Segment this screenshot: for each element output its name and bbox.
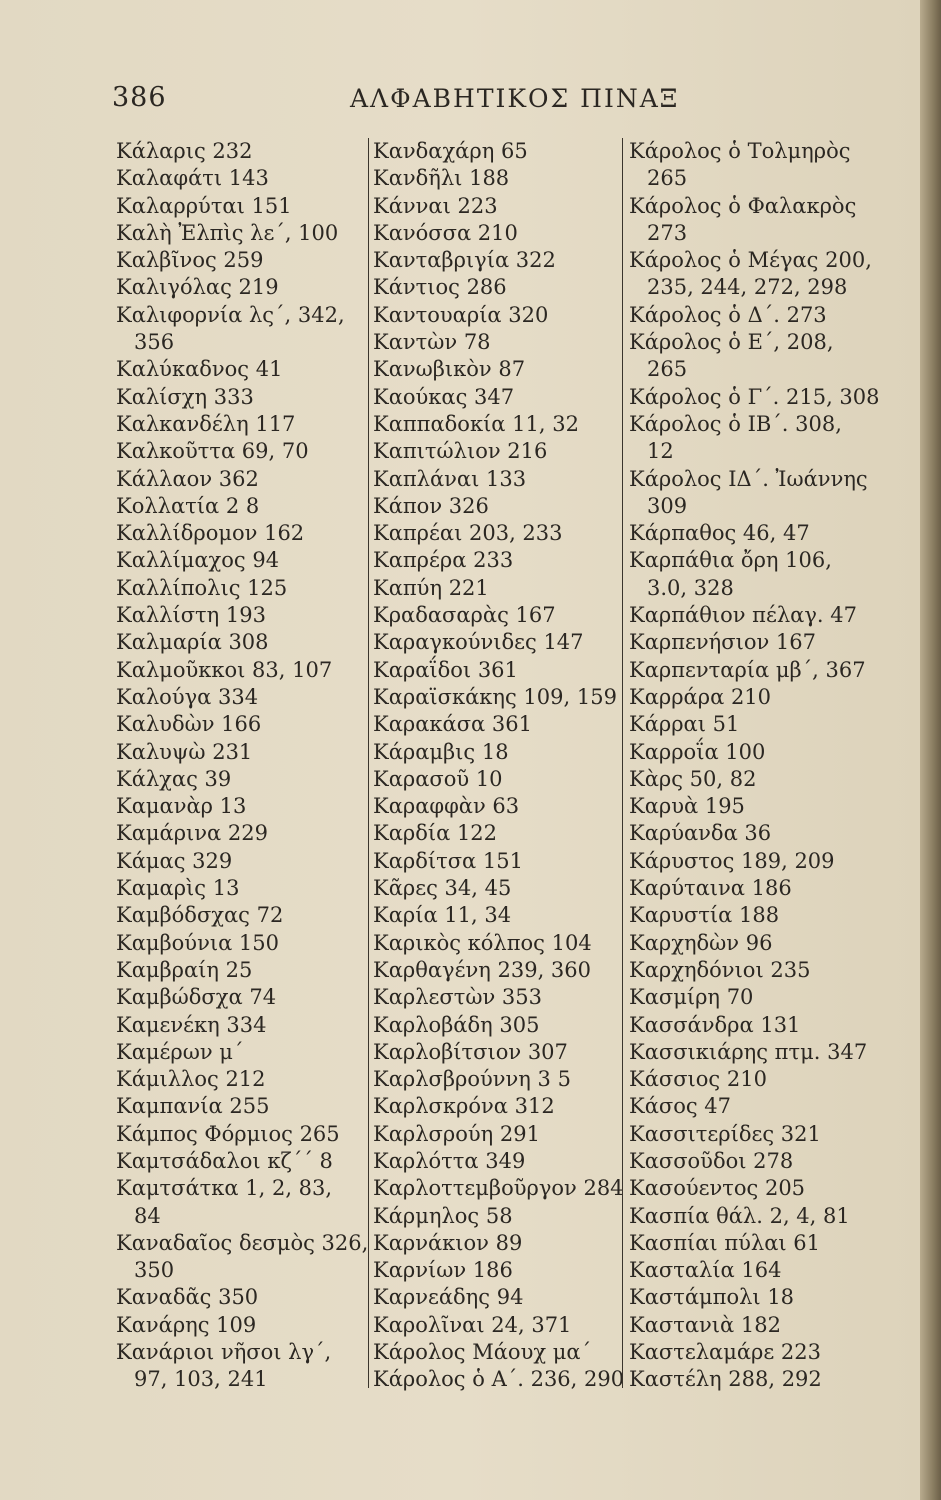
index-entry bbox=[629, 766, 894, 793]
index-entry bbox=[373, 984, 633, 1011]
entry-text: Καμανὰρ 13 bbox=[116, 794, 247, 819]
index-entry bbox=[629, 902, 894, 929]
index-column-2 bbox=[368, 138, 633, 1392]
entry-text: Καρλσβρούννη 3 5 bbox=[373, 1067, 571, 1092]
entry-continuation: 273 bbox=[647, 220, 688, 245]
index-entry bbox=[373, 766, 633, 793]
entry-text: Καραΐδοι 361 bbox=[373, 657, 518, 682]
entry-text: Κολλατία 2 8 bbox=[116, 493, 260, 518]
index-entry bbox=[116, 793, 361, 820]
index-entry bbox=[373, 739, 633, 766]
entry-text: Καλιφορνία λς΄, 342, bbox=[116, 302, 345, 327]
entry-text: Καλύκαδνος 41 bbox=[116, 357, 283, 382]
index-entry bbox=[373, 930, 633, 957]
entry-continuation: 350 bbox=[134, 1258, 175, 1283]
index-entry bbox=[116, 411, 361, 438]
index-entry bbox=[116, 1012, 361, 1039]
index-entry bbox=[373, 274, 633, 301]
entry-text: Κάρολος ὁ Φαλακρὸς bbox=[629, 193, 857, 218]
entry-text: Καρία 11, 34 bbox=[373, 903, 512, 928]
entry-text: Καλκοῦττα 69, 70 bbox=[116, 439, 309, 464]
entry-text: Καστελαμάρε 223 bbox=[629, 1340, 822, 1365]
entry-text: Κασταλία 164 bbox=[629, 1258, 782, 1283]
entry-text: Καλαρρύται 151 bbox=[116, 193, 292, 218]
index-entry bbox=[116, 1039, 361, 1066]
entry-text: Κασπίαι πύλαι 61 bbox=[629, 1230, 821, 1255]
entry-text: Κανδαχάρη 65 bbox=[373, 139, 528, 163]
page-edge bbox=[920, 0, 941, 1500]
index-entry bbox=[629, 957, 894, 984]
index-entry bbox=[629, 1012, 894, 1039]
entry-text: Καστάμπολι 18 bbox=[629, 1285, 795, 1310]
index-entry bbox=[373, 684, 633, 711]
index-entry bbox=[116, 1121, 361, 1148]
index-entry bbox=[116, 657, 361, 684]
index-entry bbox=[629, 1175, 894, 1202]
entry-text: Καλυψὼ 231 bbox=[116, 739, 253, 764]
index-entry bbox=[373, 902, 633, 929]
index-entry bbox=[373, 1366, 633, 1393]
index-entry bbox=[116, 138, 361, 165]
entry-text: Κάσσιος 210 bbox=[629, 1067, 767, 1092]
entry-text: Καρλοττεμβοῦργον 284 bbox=[373, 1176, 624, 1201]
index-entry bbox=[373, 1257, 633, 1284]
index-entry bbox=[629, 329, 894, 384]
entry-text: Κανδῆλι 188 bbox=[373, 166, 510, 191]
index-entry bbox=[629, 711, 894, 738]
index-entry bbox=[373, 165, 633, 192]
index-entry bbox=[629, 247, 894, 302]
index-entry bbox=[116, 1339, 361, 1394]
entry-text: Καπύη 221 bbox=[373, 575, 489, 600]
index-entry bbox=[373, 411, 633, 438]
index-entry bbox=[373, 629, 633, 656]
index-entry bbox=[116, 875, 361, 902]
entry-text: Καπρέαι 203, 233 bbox=[373, 521, 563, 546]
entry-text: Κασμίρη 70 bbox=[629, 985, 754, 1010]
entry-continuation: 265 bbox=[647, 357, 688, 382]
entry-text: Καραφφὰν 63 bbox=[373, 794, 520, 819]
entry-text: Κάλλαον 362 bbox=[116, 466, 259, 491]
index-entry bbox=[116, 957, 361, 984]
entry-text: Κάραμβις 18 bbox=[373, 739, 509, 764]
entry-text: Κανωβικὸν 87 bbox=[373, 357, 526, 382]
entry-text: Κᾶρες 34, 45 bbox=[373, 876, 512, 901]
entry-text: Καρακάσα 361 bbox=[373, 712, 532, 737]
entry-text: Καμπανία 255 bbox=[116, 1094, 270, 1119]
entry-text: Καλκανδέλη 117 bbox=[116, 411, 296, 436]
entry-text: Καρλόττα 349 bbox=[373, 1148, 526, 1173]
entry-text: Καρδία 122 bbox=[373, 821, 498, 846]
entry-text: Κάρραι 51 bbox=[629, 712, 740, 737]
index-entry bbox=[373, 1039, 633, 1066]
entry-text: Καρνεάδης 94 bbox=[373, 1285, 524, 1310]
index-entry bbox=[116, 575, 361, 602]
index-entry bbox=[373, 957, 633, 984]
entry-text: Καρχηδόνιοι 235 bbox=[629, 957, 811, 982]
entry-text: Καστανιὰ 182 bbox=[629, 1312, 781, 1337]
index-entry bbox=[629, 1093, 894, 1120]
index-entry bbox=[373, 575, 633, 602]
index-entry bbox=[373, 1230, 633, 1257]
index-entry bbox=[629, 1121, 894, 1148]
entry-text: Καρυὰ 195 bbox=[629, 794, 745, 819]
index-entry bbox=[373, 138, 633, 165]
index-entry bbox=[116, 766, 361, 793]
entry-continuation: 84 bbox=[134, 1203, 161, 1228]
entry-text: Κάρολος Μάουχ μα΄ bbox=[373, 1340, 592, 1365]
entry-text: Καρνάκιον 89 bbox=[373, 1230, 523, 1255]
index-entry bbox=[116, 220, 361, 247]
entry-text: Καντουαρία 320 bbox=[373, 302, 549, 327]
entry-text: Καρπάθιον πέλαγ. 47 bbox=[629, 603, 857, 628]
entry-text: Κάρολος ὁ Ε΄, 208, bbox=[629, 330, 834, 355]
index-entry bbox=[116, 547, 361, 574]
index-entry bbox=[116, 302, 361, 357]
index-entry bbox=[373, 657, 633, 684]
entry-text: Καρασοῦ 10 bbox=[373, 766, 503, 791]
index-entry bbox=[116, 739, 361, 766]
index-entry bbox=[373, 1066, 633, 1093]
index-entry bbox=[373, 793, 633, 820]
entry-text: Καλιγόλας 219 bbox=[116, 275, 279, 300]
index-entry bbox=[373, 302, 633, 329]
index-entry bbox=[116, 930, 361, 957]
entry-text: Καμενέκη 334 bbox=[116, 1012, 267, 1037]
entry-text: Κάμας 329 bbox=[116, 848, 233, 873]
entry-text: Καρπάθια ὄρη 106, bbox=[629, 548, 832, 573]
index-entry bbox=[116, 1284, 361, 1311]
entry-continuation: 12 bbox=[647, 439, 674, 464]
entry-text: Κάρολος ΙΔ΄. Ἰωάννης bbox=[629, 466, 868, 491]
entry-text: Κάμπος Φόρμιος 265 bbox=[116, 1121, 340, 1146]
entry-text: Καλβῖνος 259 bbox=[116, 248, 264, 273]
entry-text: Κάρπαθος 46, 47 bbox=[629, 521, 810, 546]
entry-text: Κάρολος ὁ Μέγας 200, bbox=[629, 248, 872, 273]
entry-text: Κάμιλλος 212 bbox=[116, 1067, 266, 1092]
entry-continuation: 97, 103, 241 bbox=[134, 1367, 268, 1392]
entry-text: Καναδαῖος δεσμὸς 326, bbox=[116, 1230, 369, 1255]
index-entry bbox=[629, 1203, 894, 1230]
entry-continuation: 3.0, 328 bbox=[647, 575, 734, 600]
index-entry bbox=[629, 1339, 894, 1366]
entry-text: Καμβραίη 25 bbox=[116, 957, 253, 982]
entry-text: Καππαδοκία 11, 32 bbox=[373, 411, 579, 436]
entry-text: Καμαρὶς 13 bbox=[116, 876, 240, 901]
index-entry bbox=[629, 547, 894, 602]
entry-text: Καρχηδὼν 96 bbox=[629, 930, 773, 955]
index-entry bbox=[116, 247, 361, 274]
entry-text: Κανόσσα 210 bbox=[373, 220, 518, 245]
index-entry bbox=[373, 220, 633, 247]
index-column-3 bbox=[622, 138, 894, 1392]
index-entry bbox=[373, 1312, 633, 1339]
entry-text: Καλαφάτι 143 bbox=[116, 166, 269, 191]
index-entry bbox=[629, 1230, 894, 1257]
index-entry bbox=[116, 1230, 369, 1285]
entry-text: Κασσάνδρα 131 bbox=[629, 1012, 801, 1037]
entry-text: Κάρμηλος 58 bbox=[373, 1203, 513, 1228]
index-entry bbox=[373, 1148, 633, 1175]
entry-text: Καναδᾶς 350 bbox=[116, 1285, 259, 1310]
index-entry bbox=[116, 356, 361, 383]
index-entry bbox=[116, 1312, 361, 1339]
index-entry bbox=[373, 520, 633, 547]
entry-text: Καρύταινα 186 bbox=[629, 876, 792, 901]
index-entry bbox=[373, 329, 633, 356]
entry-text: Κασσιτερίδες 321 bbox=[629, 1121, 821, 1146]
entry-text: Καλυδὼν 166 bbox=[116, 712, 262, 737]
entry-text: Κάρολος ὁ ΙΒ΄. 308, bbox=[629, 411, 842, 436]
entry-text: Κανταβριγία 322 bbox=[373, 248, 556, 273]
index-entry bbox=[629, 1039, 894, 1066]
index-entry bbox=[373, 1121, 633, 1148]
index-entry bbox=[116, 684, 361, 711]
page-header bbox=[112, 82, 872, 122]
index-column-1 bbox=[116, 138, 369, 1394]
entry-text: Καρλοβάδη 305 bbox=[373, 1012, 540, 1037]
index-entry bbox=[116, 1148, 361, 1175]
entry-text: Καούκας 347 bbox=[373, 384, 515, 409]
index-entry bbox=[373, 547, 633, 574]
index-entry bbox=[629, 984, 894, 1011]
index-entry bbox=[373, 1203, 633, 1230]
entry-text: Καμβούνια 150 bbox=[116, 930, 280, 955]
entry-text: Καρλοβίτσιον 307 bbox=[373, 1039, 568, 1064]
entry-text: Κάσος 47 bbox=[629, 1094, 732, 1119]
entry-text: Καρράρα 210 bbox=[629, 684, 772, 709]
index-entry bbox=[116, 520, 361, 547]
entry-text: Καρλεστὼν 353 bbox=[373, 985, 543, 1010]
running-title: ΑΛΦΑΒΗΤΙΚΟΣ ΠΙΝΑΞ bbox=[350, 84, 680, 113]
entry-text: Καλλίπολις 125 bbox=[116, 575, 288, 600]
entry-text: Καλίσχη 333 bbox=[116, 384, 254, 409]
index-entry bbox=[116, 165, 361, 192]
entry-text: Καμτσάδαλοι κζ΄΄ 8 bbox=[116, 1148, 333, 1173]
index-entry bbox=[116, 711, 361, 738]
index-entry bbox=[629, 930, 894, 957]
entry-text: Κανάρης 109 bbox=[116, 1312, 257, 1337]
entry-text: Καρπενήσιον 167 bbox=[629, 630, 816, 655]
entry-text: Καπρέρα 233 bbox=[373, 548, 514, 573]
entry-text: Καρδίτσα 151 bbox=[373, 848, 523, 873]
index-entry bbox=[629, 1257, 894, 1284]
entry-text: Κάρολος ὁ Α΄. 236, 290 bbox=[373, 1367, 625, 1392]
index-entry bbox=[373, 1339, 633, 1366]
index-entry bbox=[116, 848, 361, 875]
entry-text: Καλούγα 334 bbox=[116, 684, 259, 709]
index-entry bbox=[116, 629, 361, 656]
entry-text: Κάρυστος 189, 209 bbox=[629, 848, 835, 873]
entry-continuation: 265 bbox=[647, 166, 688, 191]
index-entry bbox=[116, 493, 361, 520]
index-entry bbox=[629, 193, 894, 248]
entry-text: Καλμαρία 308 bbox=[116, 630, 269, 655]
index-entry bbox=[116, 902, 361, 929]
entry-text: Κὰρς 50, 82 bbox=[629, 766, 757, 791]
index-entry bbox=[373, 602, 633, 629]
index-entry bbox=[629, 138, 894, 193]
entry-text: Κασσοῦδοι 278 bbox=[629, 1148, 794, 1173]
index-entry bbox=[116, 984, 361, 1011]
entry-text: Καρύανδα 36 bbox=[629, 821, 772, 846]
index-entry bbox=[373, 247, 633, 274]
entry-text: Καρροΐα 100 bbox=[629, 739, 766, 764]
index-entry bbox=[629, 875, 894, 902]
entry-text: Καραϊσκάκης 109, 159 bbox=[373, 684, 617, 709]
index-entry bbox=[629, 384, 894, 411]
entry-text: Καρλσρούη 291 bbox=[373, 1121, 540, 1146]
entry-text: Καστέλη 288, 292 bbox=[629, 1367, 822, 1392]
entry-text: Καρλσκρόνα 312 bbox=[373, 1094, 555, 1119]
index-entry bbox=[629, 629, 894, 656]
entry-text: Κάντιος 286 bbox=[373, 275, 507, 300]
index-entry bbox=[373, 1284, 633, 1311]
index-entry bbox=[116, 466, 361, 493]
entry-text: Καλὴ Ἐλπὶς λε΄, 100 bbox=[116, 220, 339, 245]
index-entry bbox=[116, 820, 361, 847]
index-entry bbox=[629, 820, 894, 847]
page-number: 386 bbox=[112, 82, 167, 113]
index-entry bbox=[373, 1093, 633, 1120]
index-entry bbox=[116, 602, 361, 629]
index-entry bbox=[373, 193, 633, 220]
entry-text: Καρυστία 188 bbox=[629, 903, 780, 928]
entry-continuation: 309 bbox=[647, 493, 688, 518]
entry-text: Καμτσάτκα 1, 2, 83, bbox=[116, 1176, 333, 1201]
index-entry bbox=[116, 274, 361, 301]
index-entry bbox=[116, 1093, 361, 1120]
entry-text: Καπλάναι 133 bbox=[373, 466, 527, 491]
index-entry bbox=[629, 411, 894, 466]
entry-text: Κάρολος ὁ Τολμηρὸς bbox=[629, 139, 851, 163]
entry-text: Καρικὸς κόλπος 104 bbox=[373, 930, 592, 955]
index-entry bbox=[373, 493, 633, 520]
index-entry bbox=[373, 820, 633, 847]
index-entry bbox=[373, 438, 633, 465]
entry-text: Κασσικιάρης πτμ. 347 bbox=[629, 1039, 868, 1064]
index-entry bbox=[629, 657, 894, 684]
entry-text: Καντὼν 78 bbox=[373, 330, 491, 355]
index-entry bbox=[629, 1312, 894, 1339]
index-entry bbox=[629, 466, 894, 521]
entry-text: Κάλαρις 232 bbox=[116, 139, 253, 163]
entry-text: Κάπον 326 bbox=[373, 493, 489, 518]
entry-text: Κραδασαρὰς 167 bbox=[373, 603, 556, 628]
entry-text: Κασπία θάλ. 2, 4, 81 bbox=[629, 1203, 850, 1228]
index-entry bbox=[373, 466, 633, 493]
index-entry bbox=[373, 1012, 633, 1039]
entry-text: Καμάρινα 229 bbox=[116, 821, 268, 846]
entry-text: Καρθαγένη 239, 360 bbox=[373, 957, 592, 982]
entry-text: Κάρολος ὁ Δ΄. 273 bbox=[629, 302, 827, 327]
index-entry bbox=[629, 1066, 894, 1093]
entry-text: Κανάριοι νῆσοι λγ΄, bbox=[116, 1340, 332, 1365]
index-entry bbox=[629, 793, 894, 820]
entry-text: Καλμοῦκκοι 83, 107 bbox=[116, 657, 333, 682]
index-entry bbox=[116, 438, 361, 465]
entry-text: Καμβώδσχα 74 bbox=[116, 985, 277, 1010]
entry-text: Κασούεντος 205 bbox=[629, 1176, 806, 1201]
index-entry bbox=[116, 1175, 361, 1230]
entry-text: Καμβόδσχας 72 bbox=[116, 903, 284, 928]
index-entry bbox=[629, 1366, 894, 1393]
entry-text: Καλλίμαχος 94 bbox=[116, 548, 280, 573]
index-entry bbox=[116, 384, 361, 411]
entry-text: Κάλχας 39 bbox=[116, 766, 232, 791]
entry-text: Κάρολος ὁ Γ΄. 215, 308 bbox=[629, 384, 880, 409]
entry-text: Καπιτώλιον 216 bbox=[373, 439, 548, 464]
entry-text: Καλλίδρομον 162 bbox=[116, 521, 305, 546]
index-entry bbox=[373, 875, 633, 902]
index-entry bbox=[373, 711, 633, 738]
entry-text: Καλλίστη 193 bbox=[116, 603, 267, 628]
entry-text: Καρπενταρία μβ΄, 367 bbox=[629, 657, 866, 682]
entry-continuation: 235, 244, 272, 298 bbox=[647, 275, 848, 300]
index-entry bbox=[116, 1066, 361, 1093]
index-entry bbox=[629, 739, 894, 766]
index-entry bbox=[629, 302, 894, 329]
entry-text: Καμέρων μ΄ bbox=[116, 1039, 244, 1064]
index-entry bbox=[629, 1148, 894, 1175]
index-entry bbox=[629, 848, 894, 875]
entry-text: Καρολῖναι 24, 371 bbox=[373, 1312, 572, 1337]
index-entry bbox=[373, 384, 633, 411]
entry-text: Κάνναι 223 bbox=[373, 193, 498, 218]
index-entry bbox=[629, 1284, 894, 1311]
entry-text: Καραγκούνιδες 147 bbox=[373, 630, 584, 655]
index-entry bbox=[116, 193, 361, 220]
index-entry bbox=[373, 1175, 633, 1202]
index-entry bbox=[629, 520, 894, 547]
entry-continuation: 356 bbox=[134, 330, 175, 355]
index-entry bbox=[629, 684, 894, 711]
index-entry bbox=[373, 848, 633, 875]
index-entry bbox=[373, 356, 633, 383]
entry-text: Καρνίων 186 bbox=[373, 1258, 513, 1283]
index-entry bbox=[629, 602, 894, 629]
